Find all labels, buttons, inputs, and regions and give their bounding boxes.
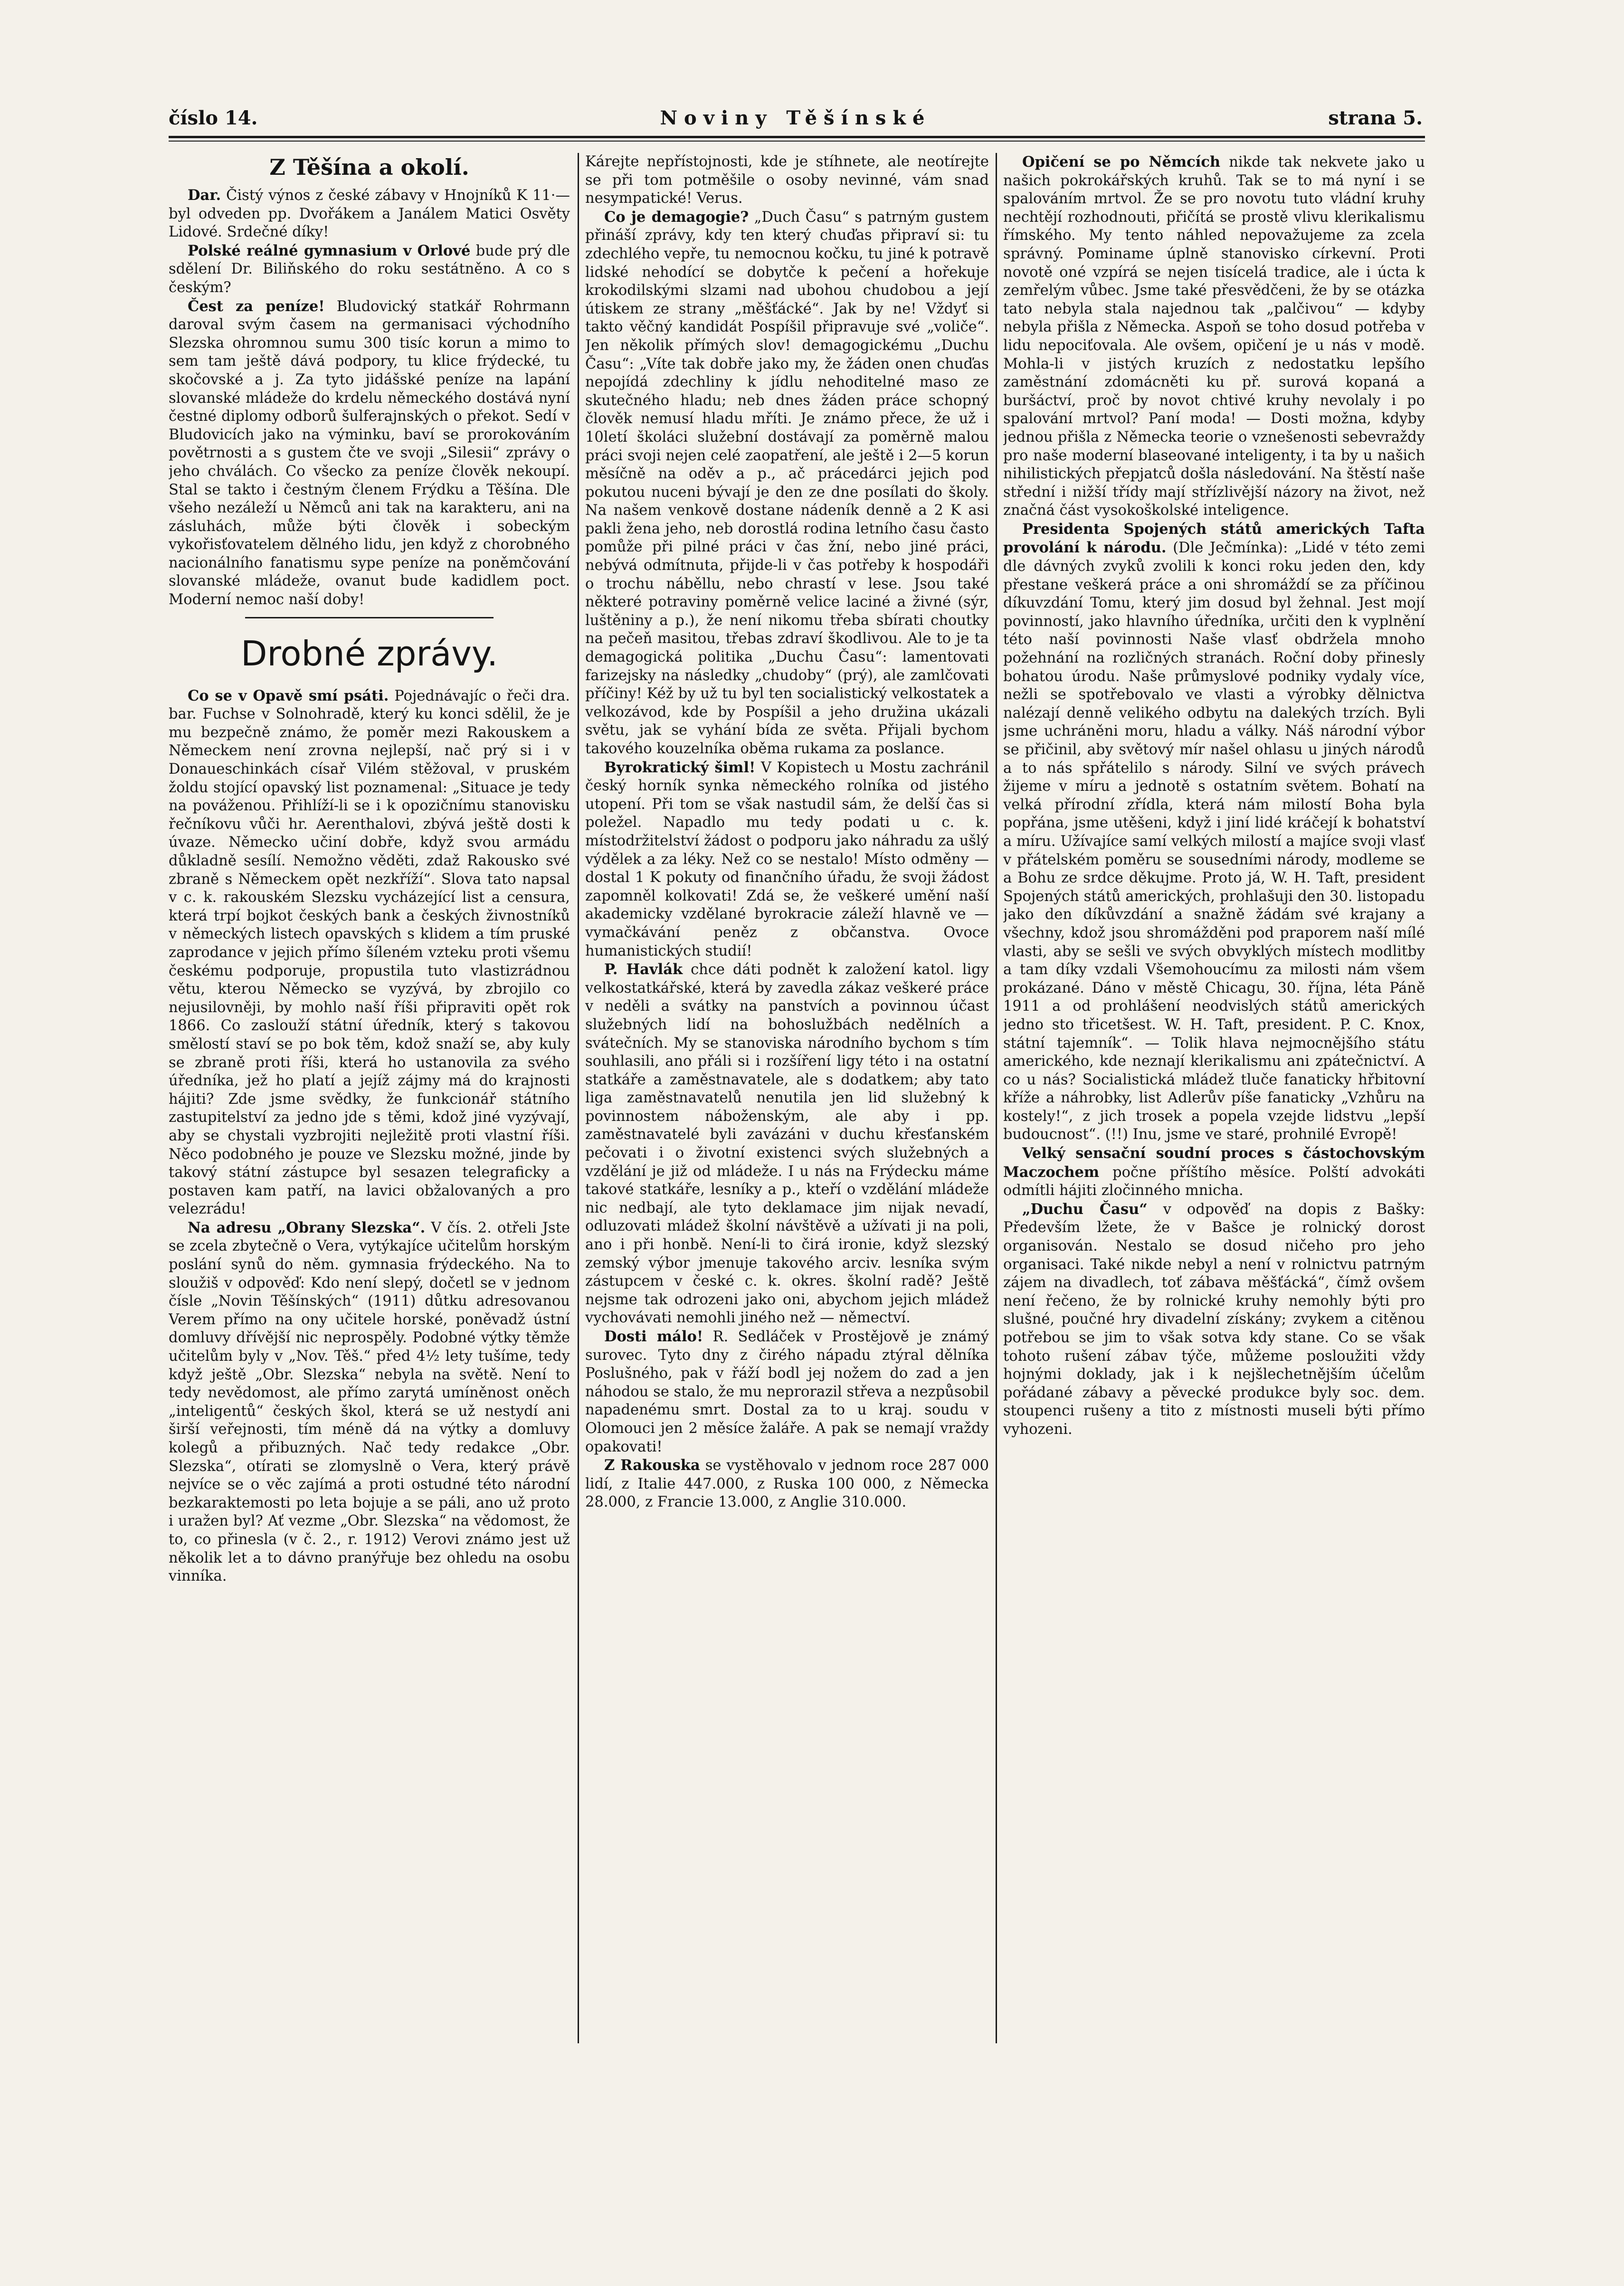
column-1 [169, 153, 570, 2062]
article-text: nikde tak nekvete jako u našich pokrokářských kruhů. Tak se to má nyní i se spalováním mrtvol. Že se pro novotu tuto vládní kruhy nechtějí rozhodnouti, přičítá se prostě vlivu klerikalismu římského. My tento náhled nepovažujeme za zcela správný. Pominame úplně stanovisko církevní. Proti novotě oné vzpírá se nejen tisícelá tradice, ale i úcta k zemřelým vůbec. Jsme také přesvědčeni, že by se otázka tato nebyla stala najednou tak „palčivou“ — kdyby nebyla přišla z Německa. Aspoň se toho dosud potřeba v lidu nepociťovala. Ale ovšem, opičení je u nás v modě. Mohla-li v jistých kruzích z nedostatku lepšího zaměstnání zdomácněti ku př. surová kopaná a buršáctví, proč by novot chtivé kruhy nevolaly i po spalování mrtvol? Paní moda! — Dosti možna, kdyby jednou přišla z Německa teorie o vznešenosti sebevraždy pro naše moderní blaseované inteligenty, i ta by u našich nihilistických přepjatců došla následování. Na štěstí naše střední i nižší třídy mají střízlivější názory na život, než značná část vysokoškolské inteligence. [1003, 154, 1425, 519]
article-rakousko [585, 1456, 989, 1512]
article-text: V čís. 2. otřeli Jste se zcela zbytečně o Vera, vytýkajíce učitelům horským poslání synů do něm. gymnasia frýdeckého. Na to sloužiš v odpověď: Kdo není slepý, dočetl se v jednom čísle „Novin Těšínských“ (1911) důtku adresovanou Verem přímo na ony učitele horské, poněvadž ústní domluvy dřívější nic neprospěly. Podobné výtky těmže učitelům byly v „Nov. Těš.“ před 4½ lety tušíme, tedy když ještě „Obr. Slezska“ nebyla na světě. Není to tedy nevědomost, ale přímo zarytá umíněnost oněch „inteligentů“ českých škol, která se už nestydí ani širší veřejnosti, tím méně dá na výtky a domluvy kolegů a přibuzných. Nač tedy redakce „Obr. Slezska“, otírati se zlomyslně o Vera, který právě nejvíce se o věc zajímá a proti ostudné této národní bezkaraktemosti po leta bojuje a se páli, ano už proto i uražen byl? Ať vezme „Obr. Slezska“ na vědomost, že to, co přinesla (v č. 2., r. 1912) Verovi známo jest už několik let a to dávno pranýřuje bez ohledu na osobu vinníka. [169, 1219, 570, 1585]
article-text: chce dáti podnět k založení katol. ligy velkostatkářské, která by zavedla zákaz veškeré práce v neděli a svátky na panstvích a povinnou účast služebných lidí na bohoslužbách nedělních a svátečních. My se stanoviska národního bychom s tím souhlasili, ano přáli si i rozšíření ligy této i na ostatní statkáře a zaměstnavatele, ale s dodatkem; aby tato liga zaměstnavatelů nenutila jen lid služebný k povinnostem náboženským, ale aby i pp. zaměstnavatelé byli zavázáni v duchu křesťanském pečovati i o životní existenci svých služebných a vzdělání je již od mládeže. I u nás na Frýdecku máme takové statkáře, lesníky a p., kteří o vzdělání mládeže nic nedbají, ale tyto deklamace jim nijak nevadí, odluzovati mládež školní návštěvě a užívati ji na poli, ano i při honbě. Není-li to čirá ironie, když slezský zemský výbor jmenuje takového arciv. lesníka svým zástupcem v české c. k. okres. školní radě? Ještě nejsme tak odrozeni jako oni, abychom jejich mládež vychovávati nemohli jiného než — němectví. [585, 961, 989, 1327]
article-text: Kárejte nepřístojnosti, kde je stíhnete, ale neotírejte se při tom potměšile o osoby nevinné, vám snad nesympatické! Verus. [585, 153, 989, 207]
article-byrokracie [585, 759, 989, 961]
page-number: strana 5. [1328, 107, 1423, 129]
article-text: (Dle Ječmínka): „Lidé v této zemi dle dávných zvyků zvolili k konci roku jeden den, kdy přestane veškerá práce a oni shromáždí se za příčinou díkuvzdání Tomu, který jim dosud byl žehnal. Jest mojí povinností, jako hlavního úředníka, určiti den k vyplnění této naší povinnosti Naše vlasť obdržela mnoho požehnání na rozličných stranách. Roční doby přinesly bohatou úrodu. Naše průmyslové podniky vydaly více, nežli se spotřebovalo ve vlasti a výrobky dělnictva nalézají denně velikého odbytu na dalekých trzích. Byli jsme uchráněni moru, hladu a války. Náš národní výbor se přičinil, aby světový mír našel ohlasu u jiných národů a to nás spřátelilo s národy. Silní ve svých právech žijeme v míru a jednotě s ostatním světem. Bohatí na velká přírodní zřídla, která nám milostí Boha byla popřána, jsme utěšeni, když i jiní lidé kráčejí k bohatství a míru. Užívajíce samí velkých milostí a majíce svoji vlasť v přátelském poměru se sousedními národy, modleme se a Bohu ze srdce děkujme. Proto já, W. H. Taft, president Spojených států amerických, prohlašuji den 30. listopadu jako den díkůvzdání a snažně žádám své krajany a všechny, kdož jsou shromážděni pod praporem naší mílé vlasti, aby se sešli ve svých obvyklých místech modlitby a tam díky vzdali Všemohoucímu za milosti nám všem prokázané. Dáno v městě Chicagu, 30. října, léta Páně 1911 a od prohlášení neodvislých států amerických jedno sto třicetšest. W. H. Taft, president. P. C. Knox, státní tajemník“. — Tolik hlava nejmocnějšího státu amerického, kde neznají klerikalismu ani zpátečnictví. A co u nás? Socialistická mládež tluče fanaticky hřbitovní kříže a náhrobky, list Adlerův píše fanaticky „Vzhůru na kostely!“, z jich trosek a popela vzejde lidstvu „lepší budoucnost“. (!!) Inu, jsme ve staré, prohnilé Evropě! [1003, 540, 1425, 1143]
article-duch-casu [1003, 1200, 1425, 1439]
article-title: Opičení se po Němcích [1022, 153, 1221, 171]
article-title: Dosti málo! [604, 1328, 703, 1345]
column-divider-1 [578, 153, 579, 2043]
article-havlak [585, 960, 989, 1328]
article-text: V Kopistech u Mostu zachránil český horník synka německého rolníka od jistého utopení. Při tom se však nastudil sám, že delší čas si poležel. Napadlo mu tedy podati u c. k. místodržitelství žádost o podporu jako náhradu za ušlý výdělek a za léky. Než co se nestalo! Místo odměny — dostal 1 K pokuty od finančního úřadu, že svoji žádost zapomněl kolkovati! Zdá se, že veškeré umění naší akademicky vzdělané byrokracie záleží hlavně ve — vymačkávání peněz z občanstva. Ovoce humanistických studií! [585, 759, 989, 959]
article-text: R. Sedláček v Prostějově je známý surovec. Tyto dny z čirého nápadu ztýral dělníka Poslušného, pak v řáží bodl jej nožem do zad a jen náhodou se stalo, že mu neprorazil střeva a nezpůsobil napadenému smrt. Dostal za to u kraj. soudu v Olomouci jen 2 měsíce žaláře. A pak se nemají vraždy opakovati! [585, 1328, 989, 1455]
article-dar [169, 186, 570, 242]
article-title: Z Rakouska [604, 1457, 700, 1474]
article-opava [169, 687, 570, 1219]
article-title: Velký sensační soudní proces s částochovským Maczochem [1003, 1145, 1425, 1181]
article-text: „Duch Času“ s patrným gustem přináší zprávy, kdy ten který chuďas připraví si: tu zdechlého vepře, tu nemocnou kočku, tu jiné k potravě lidské nehodící se dobytče k pečení a hořekuje krokodilskými slzami nad ubohou chudobou a její útiskem ze strany „měšťácké“. Jak by ne! Vždyť si takto věčný kandidát Pospíšil připravuje své „voliče“. Jen několik přímých slov! demagogickému „Duchu Času“: „Víte tak dobře jako my, že žáden onen chuďas nepojídá zdechliny k jídlu nehoditelné maso ze skutečného hladu; neb dnes žáden práce schopný člověk nemusí hladu mříti. Je známo přece, že už i 10letí školáci služební dostávají za poměrně malou práci svoji nejen celé zaopatření, ale ještě i 2—5 korun měsíčně na oděv a p., ač prácedárci jejich pod pokutou nuceni bývají je den ze dne posílati do školy. Na našem venkově dostane nádeník denně a 2 K asi pakli žena jeho, neb dorostlá rodina letního času často pomůže při pilné práci v čas žní, nebo jiné práci, nebývá odmítnuta, přijde-li v čas potřeby k hospodáři o trochu náběllu, nebo chrastí v lese. Jsou také některé potraviny poměrně velice laciné a živné (sýr, luštěniny a p.), že není nikomu třeba sbírati choutky na pečeň masitou, třebas zdraví škodlivou. Ale to je ta demagogická politika „Duchu Času“: lamentovati farizejsky na následky „chudoby“ (prý), ale zamlčovati příčiny! Kéž by už tu byl ten socialistický velkostatek a velkozávod, kde by Pospíšil a jeho družina ukázali světu, jak se vyhání bída ze světa. Přijali bychom takového kouzelníka oběma rukama za poslance. [585, 209, 989, 757]
column-3 [1003, 153, 1425, 2062]
article-title: Presidenta Spojených států amerických Tafta provolání k národu. [1003, 520, 1425, 557]
article-taft [1003, 520, 1425, 1144]
article-title: Byrokratický šiml! [604, 759, 756, 776]
article-text: Pojednávajíc o řeči dra. bar. Fuchse v Solnohradě, který ku konci sdělil, že je mu bezpečně známo, že poměr mezi Rakouskem a Německem není zrovna nejlepší, nač prý si i v Donaueschinkách císař Vilém stěžoval, v pruském žoldu stojící opavský list poznamenal: „Situace je tedy na pováženou. Přihlíží-li se i k opozičnímu stanovisku řečníkovu vůči hr. Aerenthalovi, zbývá ještě dosti k úvaze. Německo učiní dobře, když svou armádu důkladně sesílí. Nemožno věděti, zdaž Rakousko své zbraně s Německem opět nezkříží“. Slova tato napsal v c. k. rakouském Slezsku vycházející list a censura, která trpí bojkot českých bank a českých živnostníků v německých listech opavských s klidem a tím pruské zaprodance v jejich přímo šíleném vzteku proti všemu českému podporuje, propustila tuto vlastizrádnou větu, kterou Německo se vyzývá, by zbrojilo co nejusilovněji, by mohlo naší říši připraviti opět rok 1866. Co zaslouží státní úředník, který s takovou smělostí staví se po bok těm, kdož snaží se, aby kuly se zbraně proti říši, která ho ustanovila za svého úředníka, jež ho platí a jejíž zájmy má do krajnosti hájiti? Zde jsme svědky, že funkcionář státního zastupitelství za jedno jde s těmi, kdož jiné vyzývají, aby se chystali vyzbrojiti nejležitě proti vlastní říši. Něco podobného je pouze ve Slezsku možné, jinde by takový státní zástupce byl sesazen telegraficky a postaven kam patří, na lavici obžalovaných a pro velezrádu! [169, 687, 570, 1218]
article-text: bude prý dle sdělení Dr. Biliňského do roku sestátněno. A co s českým? [169, 242, 570, 296]
header-rule [169, 136, 1425, 138]
article-text: Bludovický statkář Rohrmann daroval svým časem na germanisaci východního Slezska ohromnou sumu 300 tisíc korun a mimo to sem tam ještě dává podpory, tu klice frýdecké, tu skočovské a j. Za tyto jidášské peníze na lapání slovanské mládeže do krdelu německého dostává nyní čestné diplomy odborů šulferajnských o překot. Sedí v Bludovicích jako na výminku, baví se prorokováním povětrnosti a s gustem čte ve svoji „Silesii“ zprávy o jeho chválách. Co všecko za peníze člověk nekoupí. Stal se takto i čestným členem Frýdku a Těšína. Dle všeho nezáleží u Němců ani tak na karakteru, ani na zásluhách, může býti člověk i sobeckým vykořisťovatelem dělného lidu, jen když z chorobného nacionálního fanatismu sype peníze na poněmčování slovanské mládeže, ovanut bude kadidlem poct. Moderní nemoc naší doby! [169, 298, 570, 608]
article-title: Na adresu „Obrany Slezska“. [188, 1219, 426, 1236]
section-title-local: Z Těšína a okolí. [269, 154, 469, 180]
article-proces [1003, 1144, 1425, 1200]
column-2 [585, 153, 989, 2062]
article-text: Čistý výnos z české zábavy v Hnojníků K 11·— byl odveden pp. Dvořákem a Janálem Matici Osvěty Lidové. Srdečné díky! [169, 187, 570, 241]
section-divider [245, 617, 494, 618]
article-cest [169, 297, 570, 609]
section-title-news: Drobné zprávy. [240, 633, 498, 673]
article-title: Co se v Opavě smí psáti. [188, 687, 389, 704]
article-title: Čest za peníze! [188, 297, 325, 315]
article-text: počne příštího měsíce. Polští advokáti odmítli hájiti zločinného mnicha. [1003, 1164, 1425, 1199]
article-gymnasium [169, 242, 570, 297]
article-title: Dar. [188, 187, 221, 204]
article-obrana-cont [585, 153, 989, 208]
article-obrana [169, 1219, 570, 1586]
article-title: Co je demagogie? [604, 208, 749, 226]
page-header [169, 107, 1423, 131]
article-text: se vystěhovalo v jednom roce 287 000 lidí, z Italie 447.000, z Ruska 100 000, z Německa 28.000, z Francie 13.000, z Anglie 310.000. [585, 1457, 989, 1511]
article-title: Polské reálné gymnasium v Orlové [188, 242, 471, 259]
column-divider-2 [996, 153, 997, 2043]
article-demagogie [585, 208, 989, 759]
article-title: P. Havlák [604, 961, 683, 978]
header-rule-thin [169, 141, 1425, 142]
newspaper-name: Noviny Těšínské [660, 107, 931, 129]
article-opiceni [1003, 153, 1425, 520]
article-dosti-malo [585, 1328, 989, 1456]
issue-number: číslo 14. [169, 107, 258, 129]
article-title: „Duchu Času“ [1022, 1200, 1148, 1218]
article-text: v odpověď na dopis z Bašky: Především lžete, že v Bašce je rolnický dorost organisován. Nestalo se dosud ničeho pro jeho organisaci. Také nikde nebyl a není v rolnictvu patrným zájem na divadlech, toť zábava měšťácká“, čímž ovšem není řečeno, že by rolnické kruhy nemohly býti pro slušné, poučné hry divadelní získány; zvykem a citěnou potřebou se jim to však sotva kdy stane. Co se však tohoto rušení zábav týče, můžeme posloužiti vždy hojnými doklady, jak i k nejšlechetnějším účelům pořádané zábavy a pěvecké produkce byly soc. dem. stoupenci rušeny a tito z místnosti museli býti přímo vyhozeni. [1003, 1201, 1425, 1438]
